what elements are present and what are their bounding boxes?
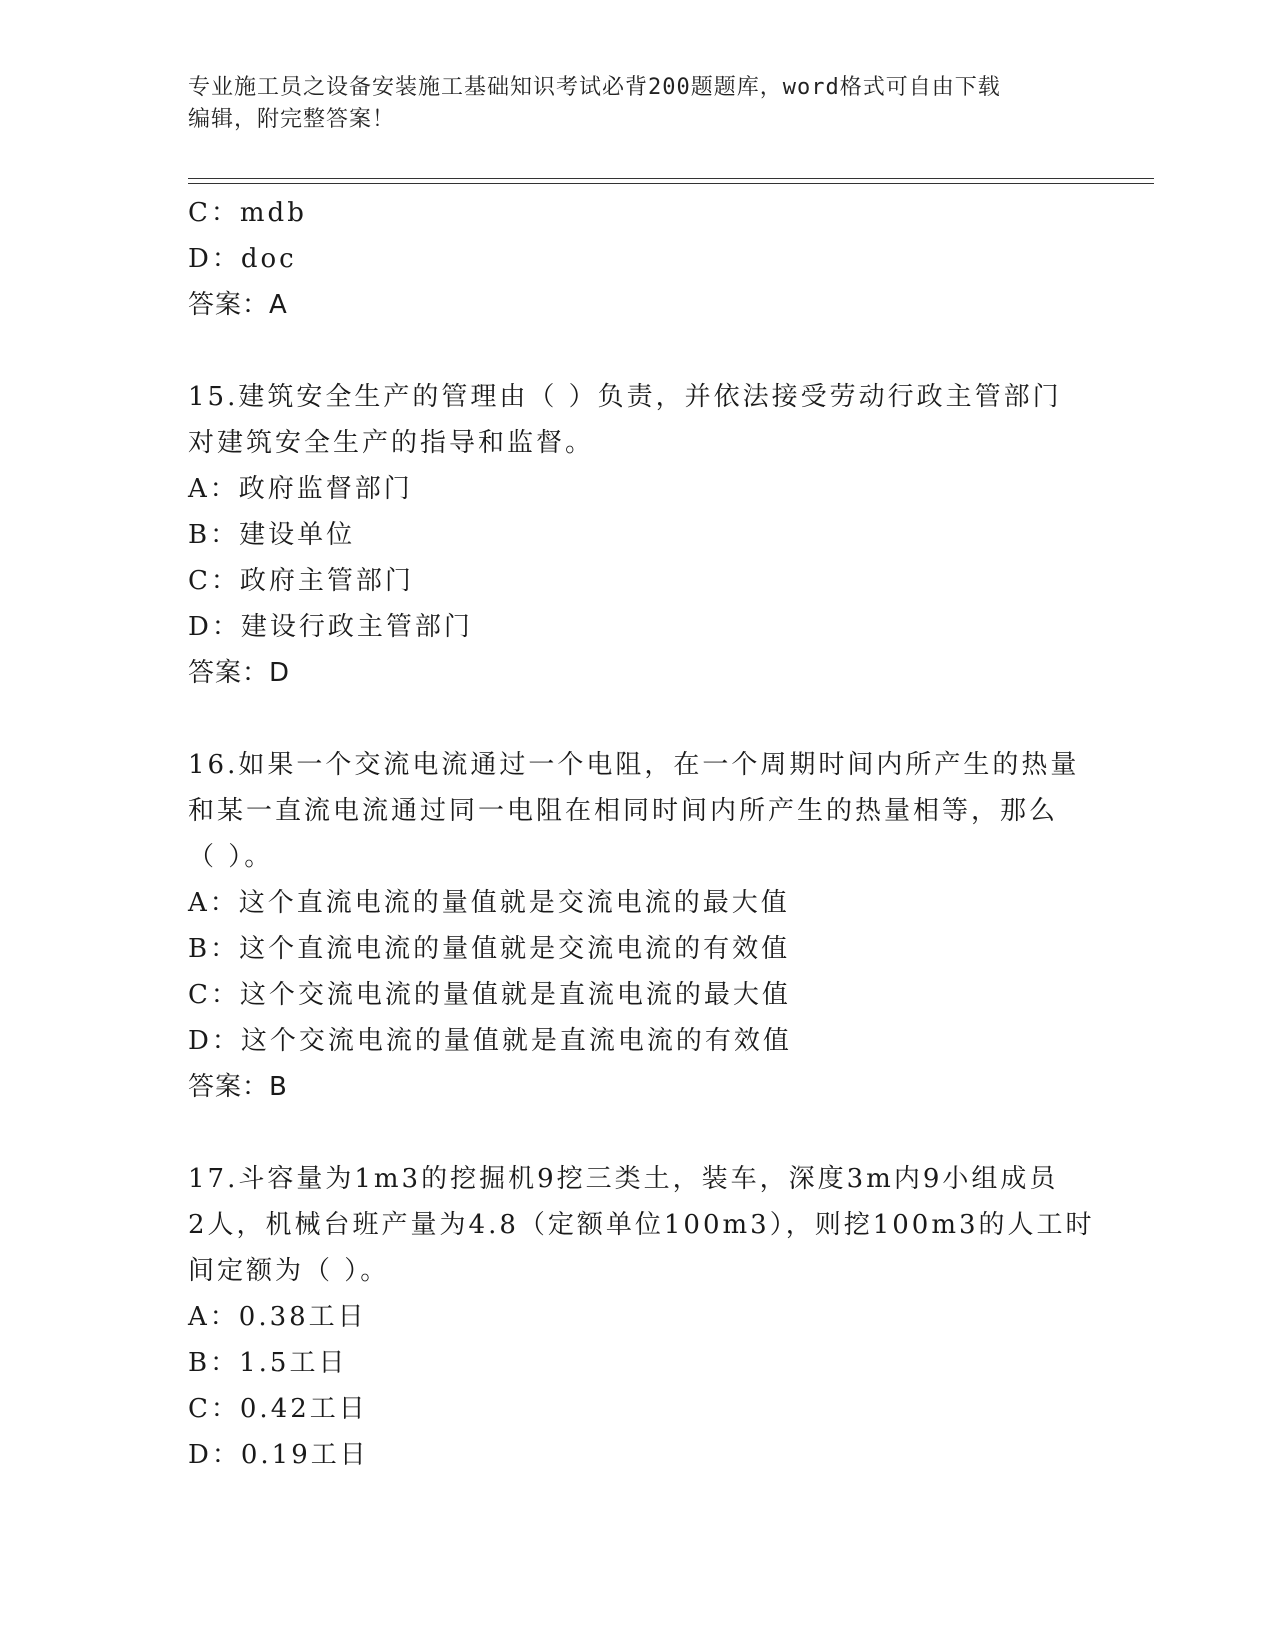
question-list <box>188 190 1095 1478</box>
question-spacer <box>188 1110 1088 1156</box>
answer-line: 答案：B <box>188 1072 288 1102</box>
option-d: D：建设行政主管部门 <box>188 612 473 642</box>
question-stem-line: 和某一直流电流通过同一电阻在相同时间内所产生的热量相等，那么 <box>188 796 1059 826</box>
option-d: D：这个交流电流的量值就是直流电流的有效值 <box>188 1026 792 1056</box>
question-stem-line: （ ）。 <box>188 842 274 872</box>
document-header <box>188 72 1068 136</box>
option-d: D：doc <box>188 244 297 274</box>
option-a: A：政府监督部门 <box>188 474 413 504</box>
answer-line: 答案：D <box>188 658 291 688</box>
option-c: C：这个交流电流的量值就是直流电流的最大值 <box>188 980 791 1010</box>
question-stem-line: 对建筑安全生产的指导和监督。 <box>188 428 595 458</box>
option-a: A：这个直流电流的量值就是交流电流的最大值 <box>188 888 790 918</box>
option-b: B：建设单位 <box>188 520 356 550</box>
option-c: C：mdb <box>188 198 307 228</box>
question-stem-line: 2人，机械台班产量为4.8（定额单位100m3），则挖100m3的人工时 <box>188 1210 1095 1240</box>
question-16 <box>188 742 1088 1110</box>
option-a: A：0.38工日 <box>188 1302 367 1332</box>
header-title-line-2: 编辑，附完整答案！ <box>188 107 396 132</box>
question-stem-line: 间定额为（ ）。 <box>188 1256 390 1286</box>
option-c: C：0.42工日 <box>188 1394 368 1424</box>
answer-line: 答案：A <box>188 290 288 320</box>
question-spacer <box>188 696 1088 742</box>
question-stem-line: 17.斗容量为1m3的挖掘机9挖三类土，装车，深度3m内9小组成员 <box>188 1164 1059 1194</box>
header-divider-bottom <box>188 183 1154 184</box>
option-b: B：这个直流电流的量值就是交流电流的有效值 <box>188 934 791 964</box>
question-17 <box>188 1156 1095 1478</box>
header-title-line-1: 专业施工员之设备安装施工基础知识考试必背200题题库，word格式可自由下载 <box>188 75 1001 100</box>
question-stem-line: 16.如果一个交流电流通过一个电阻，在一个周期时间内所产生的热量 <box>188 750 1080 780</box>
header-divider-top <box>188 178 1154 179</box>
question-14-tail <box>188 190 1088 328</box>
option-c: C：政府主管部门 <box>188 566 414 596</box>
question-15 <box>188 374 1088 696</box>
option-d: D：0.19工日 <box>188 1440 369 1470</box>
question-stem-line: 15.建筑安全生产的管理由（ ）负责，并依法接受劳动行政主管部门 <box>188 382 1062 412</box>
question-spacer <box>188 328 1088 374</box>
option-b: B：1.5工日 <box>188 1348 348 1378</box>
